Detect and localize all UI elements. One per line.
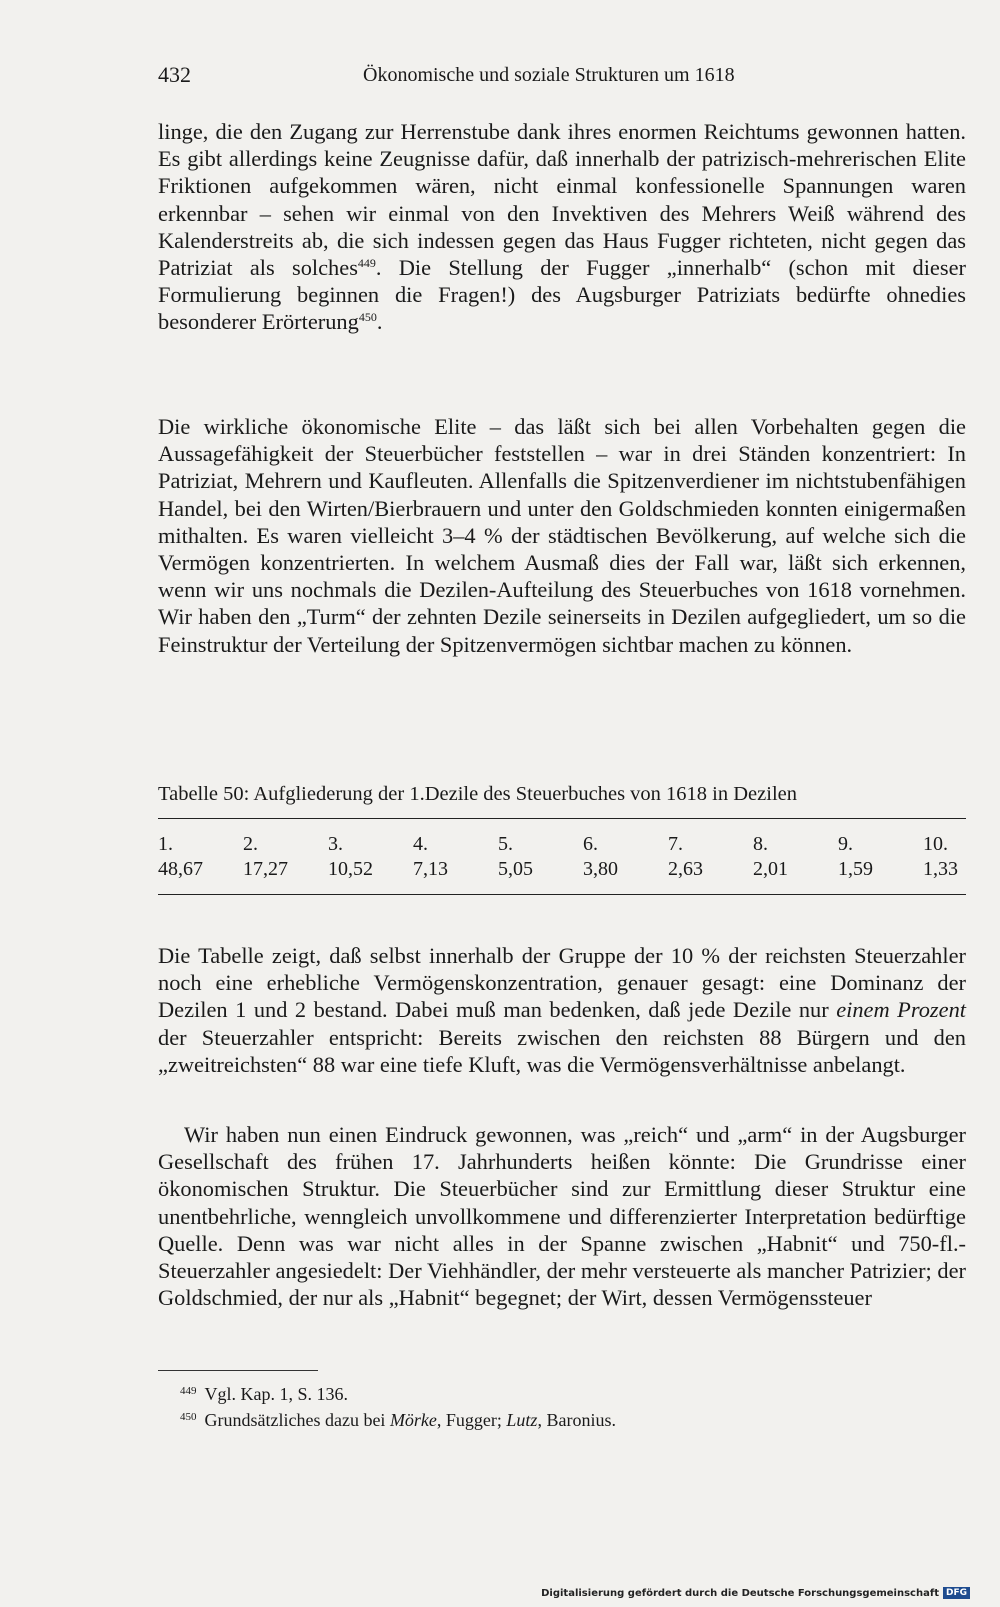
footnote-number: 450 — [180, 1411, 197, 1423]
table-header-cell: 9. — [838, 833, 853, 855]
paragraph-1 — [158, 118, 966, 336]
table-header-cell: 1. — [158, 833, 173, 855]
footnote-author: Lutz — [506, 1410, 538, 1430]
paragraph-3-emphasis: einem Prozent — [836, 997, 966, 1023]
paragraph-1-text-c: . — [376, 309, 383, 335]
footnote-text: , Fugger; — [436, 1410, 507, 1430]
paragraph-2 — [158, 413, 966, 658]
footnote-450 — [180, 1410, 616, 1431]
footnote-number: 449 — [180, 1385, 197, 1397]
table-value-cell: 5,05 — [498, 858, 533, 880]
footnote-ref-450[interactable]: 450 — [358, 310, 377, 325]
table-value-cell: 17,27 — [243, 858, 288, 880]
footnote-text: , Baronius. — [537, 1410, 616, 1430]
table-top-rule — [158, 818, 966, 819]
footnote-author: Mörke — [389, 1410, 437, 1430]
paragraph-1-text-a: linge, die den Zugang zur Herrenstube dank ihres enormen Reichtums gewonnen hatten. Es gibt allerdings keine Zeugnisse dafür, daß innerhalb der patrizisch-mehrerischen Elite Friktionen aufgekommen wären, nicht einmal konfessionelle Spannungen waren erkennbar – sehen wir einmal von den Invektiven des Mehrers Weiß während des Kalenderstreits ab, die sich indessen gegen das Haus Fugger richteten, nicht gegen das Patriziat als solches — [158, 119, 966, 281]
page-number: 432 — [158, 62, 191, 87]
footnote-449 — [180, 1384, 348, 1405]
paragraph-2-text: Die wirkliche ökonomische Elite – das läßt sich bei allen Vorbehalten gegen die Aussagefähigkeit der Steuerbücher feststellen – war in drei Ständen konzentriert: In Patriziat, Mehrern und Kaufleuten. Allenfalls die Spitzenverdiener im nichtstubenfähigen Handel, bei den Wirten/Bierbrauern und unter den Goldschmieden konnten einigermaßen mithalten. Es waren vielleicht 3–4 % der städtischen Bevölkerung, auf welche sich die Vermögen konzentrierten. In welchem Ausmaß dies der Fall war, läßt sich erkennen, wenn wir uns nochmals die Dezilen-Aufteilung des Steuerbuches von 1618 vornehmen. Wir haben den „Turm“ der zehnten Dezile seinerseits in Dezilen aufgegliedert, um so die Feinstruktur der Verteilung der Spitzenvermögen sichtbar machen zu können. — [158, 414, 966, 657]
paragraph-4-text: Wir haben nun einen Eindruck gewonnen, was „reich“ und „arm“ in der Augsburger Gesellschaft des frühen 17. Jahrhunderts heißen könnte: Die Grundrisse einer ökonomischen Struktur. Die Steuerbücher sind zur Ermittlung dieser Struktur eine unentbehrliche, wenngleich unvollkommene und differenzierter Interpretation bedürftige Quelle. Denn was war nicht alles in der Spanne zwischen „Habnit“ und 750-fl.-Steuerzahler angesiedelt: Der Viehhändler, der mehr versteuerte als mancher Patrizier; der Goldschmied, der nur als „Habnit“ begegnet; der Wirt, dessen Vermögenssteuer — [158, 1122, 966, 1311]
table-bottom-rule — [158, 894, 966, 895]
table-header-cell: 7. — [668, 833, 683, 855]
footnote-text: Vgl. Kap. 1, S. 136. — [204, 1384, 348, 1404]
table-value-cell: 48,67 — [158, 858, 203, 880]
table-header-cell: 2. — [243, 833, 258, 855]
footnote-separator — [158, 1370, 318, 1371]
table-value-cell: 2,63 — [668, 858, 703, 880]
table-header-cell: 8. — [753, 833, 768, 855]
table-header-cell: 4. — [413, 833, 428, 855]
paragraph-4 — [158, 1121, 966, 1311]
table-value-cell: 3,80 — [583, 858, 618, 880]
paragraph-1-text-b: . Die Stellung der Fugger „innerhalb“ (schon mit dieser Formulierung beginnen die Fragen!) des Augsburger Patriziats bedürfte ohnedies besonderer Erörterung — [158, 255, 966, 335]
footnote-ref-449[interactable]: 449 — [357, 256, 376, 271]
table-header-cell: 3. — [328, 833, 343, 855]
table-value-cell: 1,33 — [923, 858, 958, 880]
dfg-logo-icon: DFG — [943, 1587, 970, 1599]
table-value-cell: 7,13 — [413, 858, 448, 880]
table-header-cell: 6. — [583, 833, 598, 855]
table-caption: Tabelle 50: Aufgliederung der 1.Dezile des Steuerbuches von 1618 in Dezilen — [158, 783, 797, 805]
table-value-cell: 2,01 — [753, 858, 788, 880]
paragraph-3-text-a: Die Tabelle zeigt, daß selbst innerhalb der Gruppe der 10 % der reichsten Steuerzahler noch eine erhebliche Vermögenskonzentration, genauer gesagt: eine Dominanz der Dezilen 1 und 2 bestand. Dabei muß man bedenken, daß jede Dezile nur — [158, 943, 966, 1023]
table-value-cell: 10,52 — [328, 858, 373, 880]
credit-text: Digitalisierung gefördert durch die Deutsche Forschungsgemeinschaft — [541, 1588, 939, 1599]
digitization-credit — [541, 1587, 970, 1599]
footnote-text: Grundsätzliches dazu bei — [204, 1410, 390, 1430]
table-header-cell: 10. — [923, 833, 948, 855]
paragraph-3 — [158, 942, 966, 1078]
table-value-cell: 1,59 — [838, 858, 873, 880]
table-header-cell: 5. — [498, 833, 513, 855]
paragraph-3-text-b: der Steuerzahler entspricht: Bereits zwischen den reichsten 88 Bürgern und den „zweitreichsten“ 88 war eine tiefe Kluft, was die Vermögensverhältnisse anbelangt. — [158, 1024, 966, 1077]
page-header — [158, 62, 958, 92]
running-title: Ökonomische und soziale Strukturen um 1618 — [363, 64, 735, 86]
